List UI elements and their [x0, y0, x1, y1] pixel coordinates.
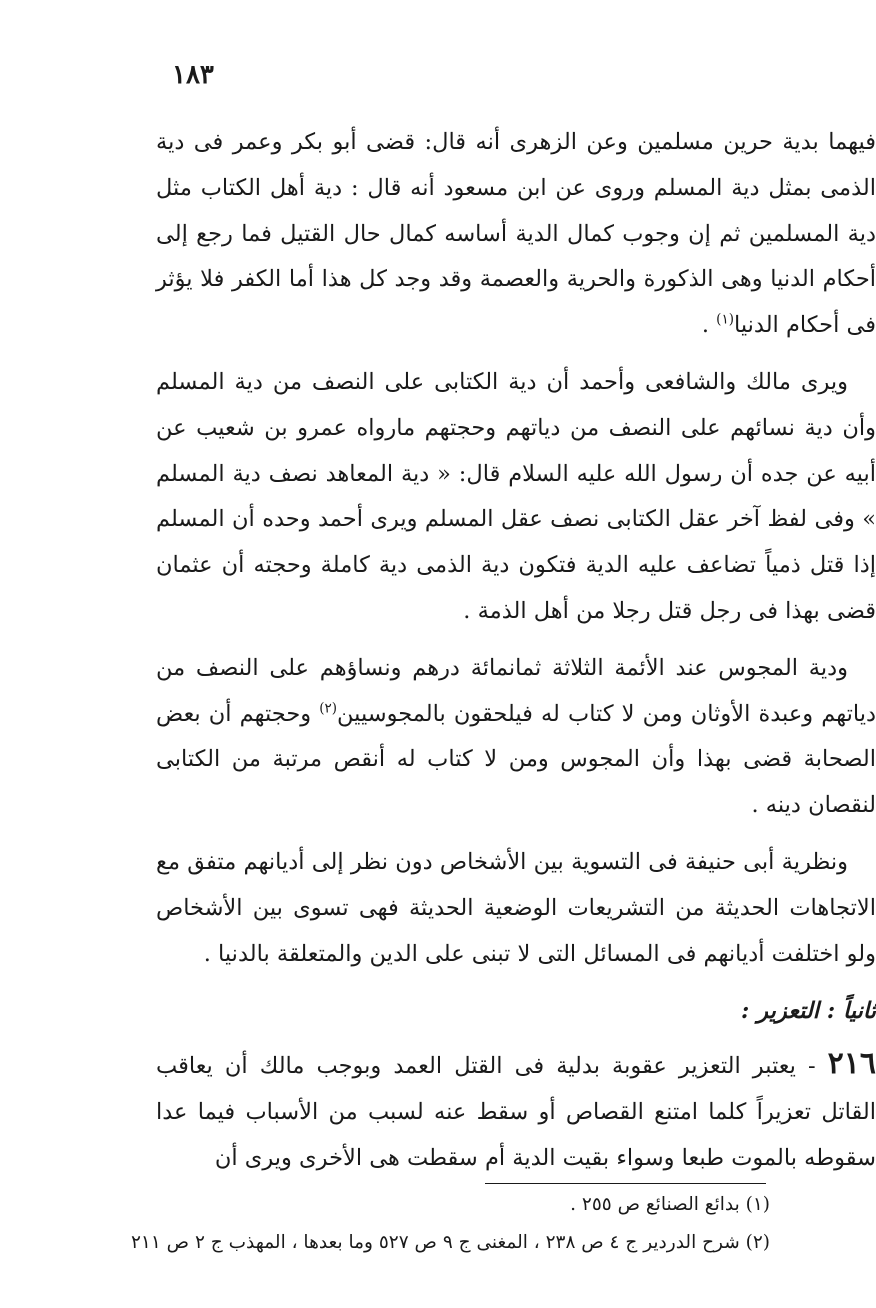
- paragraph-1: [156, 120, 876, 349]
- section-heading: ثانياً : التعزير :: [741, 998, 876, 1025]
- article-number: ٢١٦: [827, 1046, 876, 1082]
- paragraph-2: ويرى مالك والشافعى وأحمد أن دية الكتابى على النصف من دية المسلم وأن دية نسائهم على النصف من دياتهم وحجتهم مارواه عمرو بن شعيب عن أبيه عن جده أن رسول الله عليه السلام قال: « دية المعاهد نصف دية المسلم » وفى لفظ آخر عقل الكتابى نصف عقل المسلم ويرى أحمد وحده أن المسلم إذا قتل ذمياً تضاعف عليه الدية فتكون دية الذمى دية كاملة وحجته أن عثمان قضى بهذا فى رجل قتل رجلا من أهل الذمة .: [156, 368, 876, 624]
- footnote-ref-2[interactable]: (٢): [319, 700, 338, 717]
- footnotes: [130, 1186, 770, 1262]
- article-paragraph: [156, 1041, 876, 1181]
- paragraph-3: [156, 646, 876, 829]
- footnote-separator: [485, 1183, 766, 1184]
- footnote-1: (١) بدائع الصنائع ص ٢٥٥ .: [570, 1194, 770, 1215]
- paragraph-text-continued: وحجتهم أن بعض الصحابة قضى بهذا وأن المجوس ومن لا كتاب له أنقص مرتبة من الكتابى لنقصان دينه .: [156, 700, 876, 819]
- paragraph-4: ونظرية أبى حنيفة فى التسوية بين الأشخاص دون نظر إلى أديانهم متفق مع الاتجاهات الحديثة من التشريعات الوضعية الحديثة فهى تسوى بين الأشخاص ولو اختلفت أديانهم فى المسائل التى لا تبنى على الدين والمتعلقة بالدنيا .: [156, 848, 876, 967]
- footnote-ref-1[interactable]: (١): [716, 311, 734, 328]
- paragraph-tail: .: [701, 312, 717, 339]
- footnote-2: (٢) شرح الدردير ج ٤ ص ٢٣٨ ، المغنى ج ٩ ص ٥٢٧ وما بعدها ، المهذب ج ٢ ص ٢١١: [130, 1232, 770, 1253]
- page-number: ١٨٣: [172, 60, 214, 90]
- paragraph-text: ودية المجوس عند الأئمة الثلاثة ثمانمائة درهم ونساؤهم على النصف من دياتهم وعبدة الأوثان ومن لا كتاب له فيلحقون بالمجوسيين: [156, 654, 876, 727]
- article-text: - يعتبر التعزير عقوبة بدلية فى القتل العمد وبوجب مالك أن يعاقب القاتل تعزيراً كلما امتنع القصاص أو سقط عنه لسبب من الأسباب فيما عدا سقوطه بالموت طبعا وسواء بقيت الدية أم سقطت هى الأخرى ويرى أن: [156, 1053, 876, 1171]
- paragraph-text: فيهما بدية حرين مسلمين وعن الزهرى أنه قال: قضى أبو بكر وعمر فى دية الذمى بمثل دية المسلم وروى عن ابن مسعود أنه قال : دية أهل الكتاب مثل دية المسلمين ثم إن وجوب كمال الدية أساسه كمال حال القتيل فما رجع إلى أحكام الدنيا وهى الذكورة والحرية والعصمة وقد وجد كل هذا أما الكفر فلا يؤثر فى أحكام الدنيا: [156, 129, 876, 339]
- main-text: [142, 120, 876, 1182]
